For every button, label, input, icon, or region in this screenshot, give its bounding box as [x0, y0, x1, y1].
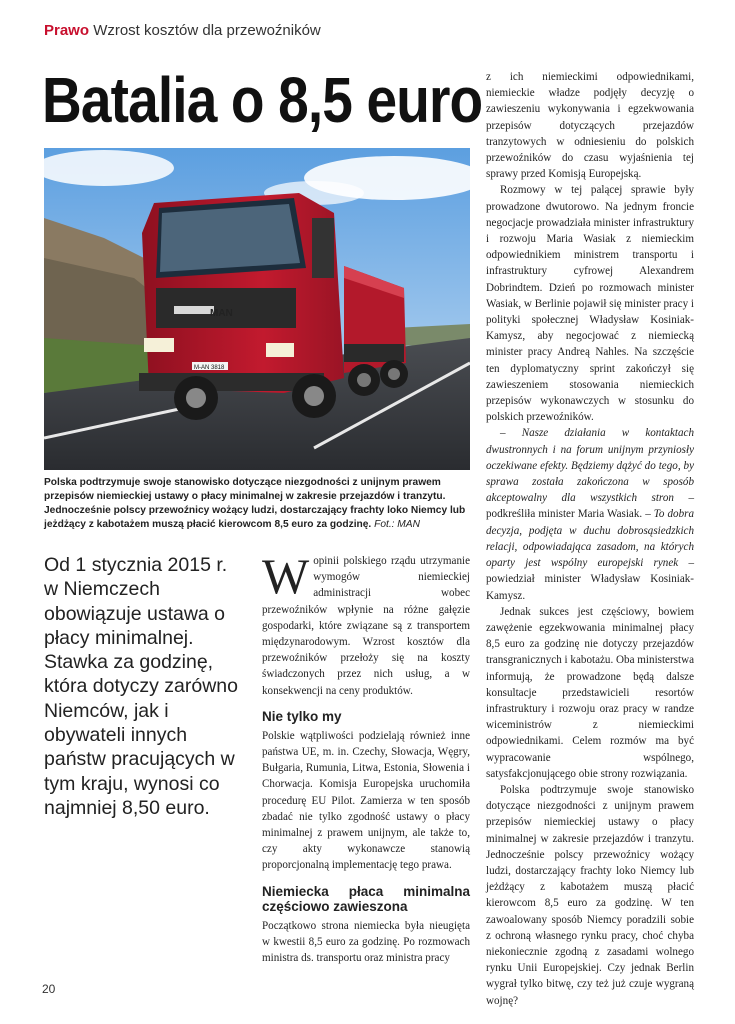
subheading: Nie tylko my [262, 708, 342, 724]
article-column-middle [262, 548, 470, 966]
paragraph-text: opinii polskiego rządu utrzymanie wymogów niemieckiej administracji wobec przewoźników wpłynie na różne gałęzie gospodarki, które związane są z transportem międzynarodowym. Wzrost kosztów dla przewoźników przełoży się na koszty świadczonych przez nich usług, a w konsekwencji na ceny produktów. [262, 555, 470, 697]
section-tag: Prawo [44, 22, 90, 39]
paragraph: Rozmowy w tej palącej sprawie były prowadzone dwutorowo. Na jednym froncie negocjacje prowadziała minister infrastruktury i rozwoju Maria Wasiak z niemieckim odpowiednikiem ministrem transportu i infrastruktury cyfrowej Alexandrem Dobrindtem. Dzień po rozmowach minister Wasiak, w Berlinie pojawił się minister pracy i polityki społecznej Władysław Kosiniak-Kamysz, aby negocjować z niemiecką minister pracy Andreą Nahles. Na szczęście ten dyplomatyczny sprint zakończył się zawieszeniem stosowania niemieckich przepisów wykonawczych w stosunku do polskich przewoźników. [486, 184, 694, 424]
lead-paragraph: Od 1 stycznia 2015 r. w Niemczech obowiązuje ustawa o płacy minimalnej. Stawka za godzinę, która dotyczy zarówno Niemców, jak i obywateli innych państw pracujących w tym kraju, wynosi co najmniej 8,50 euro. [44, 554, 239, 819]
paragraph-text: – podkreśliła minister Maria Wasiak. [486, 492, 694, 521]
paragraph: Polskie wątpliwości podzielają również inne państwa UE, m. in. Czechy, Słowacja, Węgry, Bułgaria, Rumunia, Litwa, Estonia, Słowenia i Chorwacja. Komisja Europejska uruchomiła procedurę EU Pilot. Zamierza w ten sposób zbadać nie tylko zgodność ustawy o płacy minimalnej z prawem unijnym, ale także to, czy akty wykonawcze stanowią proporcjonalną implementację tego prawa. [262, 729, 470, 872]
page-number: 20 [42, 982, 56, 996]
drop-cap: W [262, 548, 310, 604]
paragraph: z ich niemieckimi odpowiednikami, niemieckie władze podjęły decyzję o zawieszeniu wykonywania i egzekwowania przepisów dotyczących przejazdów tranzytowych w odniesieniu do polskich przewoźników do czasu wyjaśnienia tej sprawy przed Komisją Europejską. [486, 71, 694, 181]
section-subtitle: Wzrost kosztów dla przewoźników [93, 22, 321, 39]
paragraph: Początkowo strona niemiecka była nieugięta w kwestii 8,5 euro za godzinę. Po rozmowach ministra ds. transportu oraz ministra pracy [262, 919, 470, 965]
license-plate: M-AN 3818 [194, 365, 225, 371]
section-header [44, 22, 321, 40]
truck-illustration [44, 148, 470, 470]
headline: Batalia o 8,5 euro [42, 64, 483, 136]
paragraph-text: – powiedział minister Władysław Kosiniak-Kamysz. [486, 557, 694, 602]
quote: – To dobra decyzja, podjęta w duchu dobrosąsiedzkich relacji, odpowiadająca zasadom, na których oparty jest wspólny europejski rynek [486, 508, 695, 570]
caption-credit: Fot.: MAN [374, 519, 420, 530]
truck-brand-logo: MAN [210, 308, 233, 319]
quote: – Nasze działania w kontaktach dwustronnych i na forum unijnym przyniosły oczekiwane efekty. Będziemy dążyć do tego, by sprawa została zakończona w sposób akceptowalny dla wszystkich stron [486, 427, 694, 505]
paragraph [262, 548, 470, 699]
article-column-right [486, 69, 694, 1009]
paragraph: Polska podtrzymuje swoje stanowisko dotyczące niezgodności z unijnym prawem przepisów niemieckiej ustawy o płacy minimalnej w zakresie przejazdów i tranzytu. Jednocześnie polscy przewoźnicy wożący ludzi, dostarczający frachty loko Niemcy lub jeżdżący z kabotażem muszą płacić kierowcom 8,5 euro za godzinę. W ten zawoalowany sposób Niemcy poradzili sobie z ochroną własnego rynku pracy, choć chyba niekoniecznie zgodną z zasadami wolnego rynku Unii Europejskiej. Czy jednak Berlin wygrał tylko bitwę, czy też już czuje wygraną wojnę? [486, 783, 694, 1007]
paragraph: Jednak sukces jest częściowy, bowiem zawężenie egzekwowania minimalnej płacy 8,5 euro za godzinę nie dotyczy przejazdów transgranicznych i kabotażu. Oba ministerstwa informują, że prowadzone będą dalsze konsultacje przedstawicieli resortów infrastruktury i rozwoju oraz pracy w randze wiceministrów z niemieckimi odpowiednikami. Celem rozmów ma być wypracowanie wspólnego, satysfakcjonującego obie strony rozwiązania. [486, 605, 694, 780]
caption-text: Polska podtrzymuje swoje stanowisko dotyczące niezgodności z unijnym prawem przepisów niemieckiej ustawy o płacy minimalnej w zakresie przejazdów i tranzytu. Jednocześnie polscy przewoźnicy wożący ludzi, dostarczający frachty loko Niemcy lub jeżdżący z kabotażem muszą płacić kierowcom 8,5 euro za godzinę. [44, 477, 466, 530]
photo-caption [44, 476, 470, 532]
subheading: Niemiecka płaca minimalna częściowo zawieszona [262, 883, 470, 914]
paragraph [486, 425, 694, 603]
truck-photo [44, 148, 470, 470]
